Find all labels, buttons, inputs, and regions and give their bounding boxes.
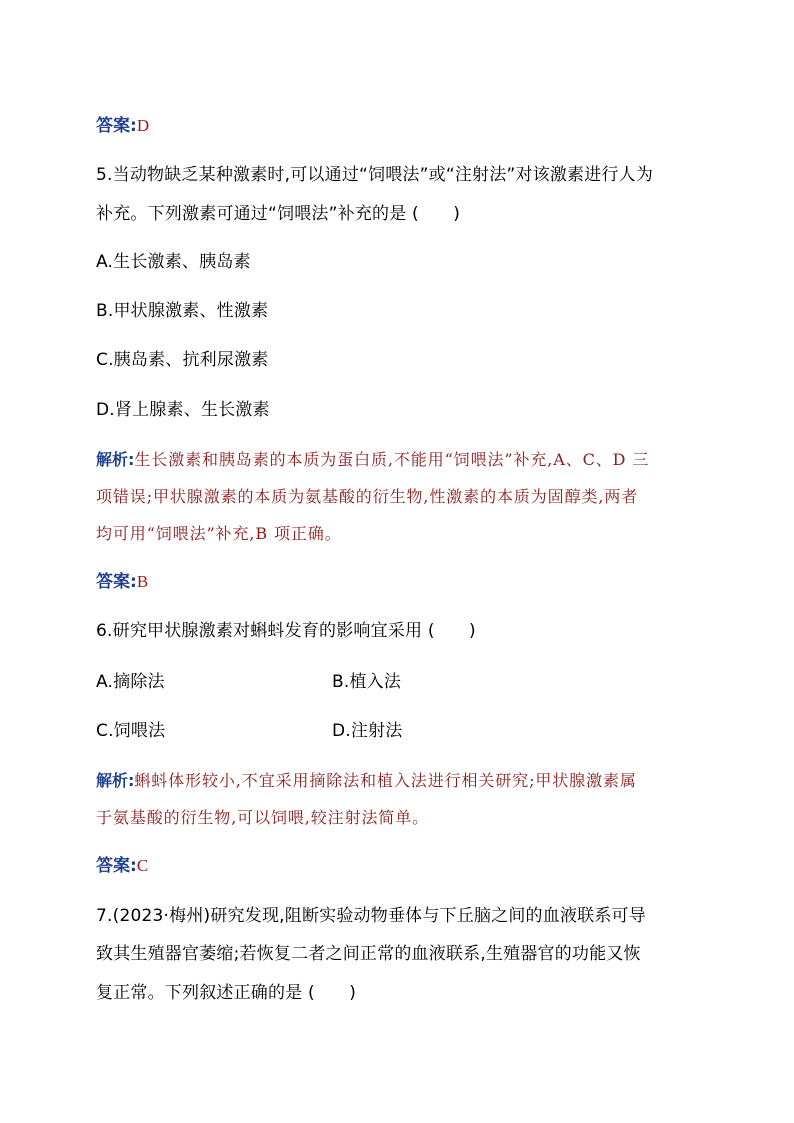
- explanation-q5-line-2: 项错误;甲状腺激素的本质为氨基酸的衍生物,性激素的本质为固醇类,两者: [96, 487, 639, 506]
- question-7-line-1: 7.(2023·梅州)研究发现,阻断实验动物垂体与下丘脑之间的血液联系可导: [96, 906, 646, 926]
- answer-value: C: [136, 856, 149, 875]
- explanation-label: 解析:: [96, 771, 135, 790]
- question-5-line-2: 补充。下列激素可通过“饲喂法”补充的是 ( ): [96, 204, 461, 224]
- answer-value: D: [136, 116, 150, 135]
- answer-line-q4: [96, 116, 149, 136]
- explanation-q5-line-1: [96, 450, 649, 470]
- explanation-q5-line-3: 均可用“饲喂法”补充,B 项正确。: [96, 524, 342, 543]
- answer-label: 答案:: [96, 572, 137, 592]
- question-6-option-d: D.注射法: [332, 721, 403, 741]
- explanation-text: 生长激素和胰岛素的本质为蛋白质,不能用“饲喂法”补充,A、C、D 三: [134, 450, 650, 469]
- answer-label: 答案:: [96, 856, 137, 876]
- question-6-line-1: 6.研究甲状腺激素对蝌蚪发育的影响宜采用 ( ): [96, 621, 476, 641]
- question-5-option-d: D.肾上腺素、生长激素: [96, 400, 270, 420]
- explanation-q6-line-2: 于氨基酸的衍生物,可以饲喂,较注射法简单。: [96, 808, 430, 827]
- question-5-option-a: A.生长激素、胰岛素: [96, 252, 251, 272]
- question-7-line-2: 致其生殖器官萎缩;若恢复二者之间正常的血液联系,生殖器官的功能又恢: [96, 944, 641, 964]
- explanation-q6-line-1: [96, 771, 637, 791]
- question-6-option-c: C.饲喂法: [96, 721, 166, 741]
- question-7-line-3: 复正常。下列叙述正确的是 ( ): [96, 983, 357, 1003]
- question-5-line-1: 5.当动物缺乏某种激素时,可以通过“饲喂法”或“注射法”对该激素进行人为: [96, 165, 654, 185]
- explanation-text: 蝌蚪体形较小,不宜采用摘除法和植入法进行相关研究;甲状腺激素属: [134, 771, 637, 790]
- answer-value: B: [136, 572, 149, 591]
- question-6-options-row-1: [96, 672, 700, 692]
- question-6-option-a: A.摘除法: [96, 672, 165, 692]
- question-6-options-row-2: [96, 721, 700, 741]
- answer-label: 答案:: [96, 116, 137, 136]
- question-5-option-c: C.胰岛素、抗利尿激素: [96, 350, 269, 370]
- answer-line-q6: [96, 856, 148, 876]
- question-5-option-b: B.甲状腺激素、性激素: [96, 301, 269, 321]
- question-6-option-b: B.植入法: [332, 672, 402, 692]
- explanation-label: 解析:: [96, 450, 135, 469]
- answer-line-q5: [96, 572, 148, 592]
